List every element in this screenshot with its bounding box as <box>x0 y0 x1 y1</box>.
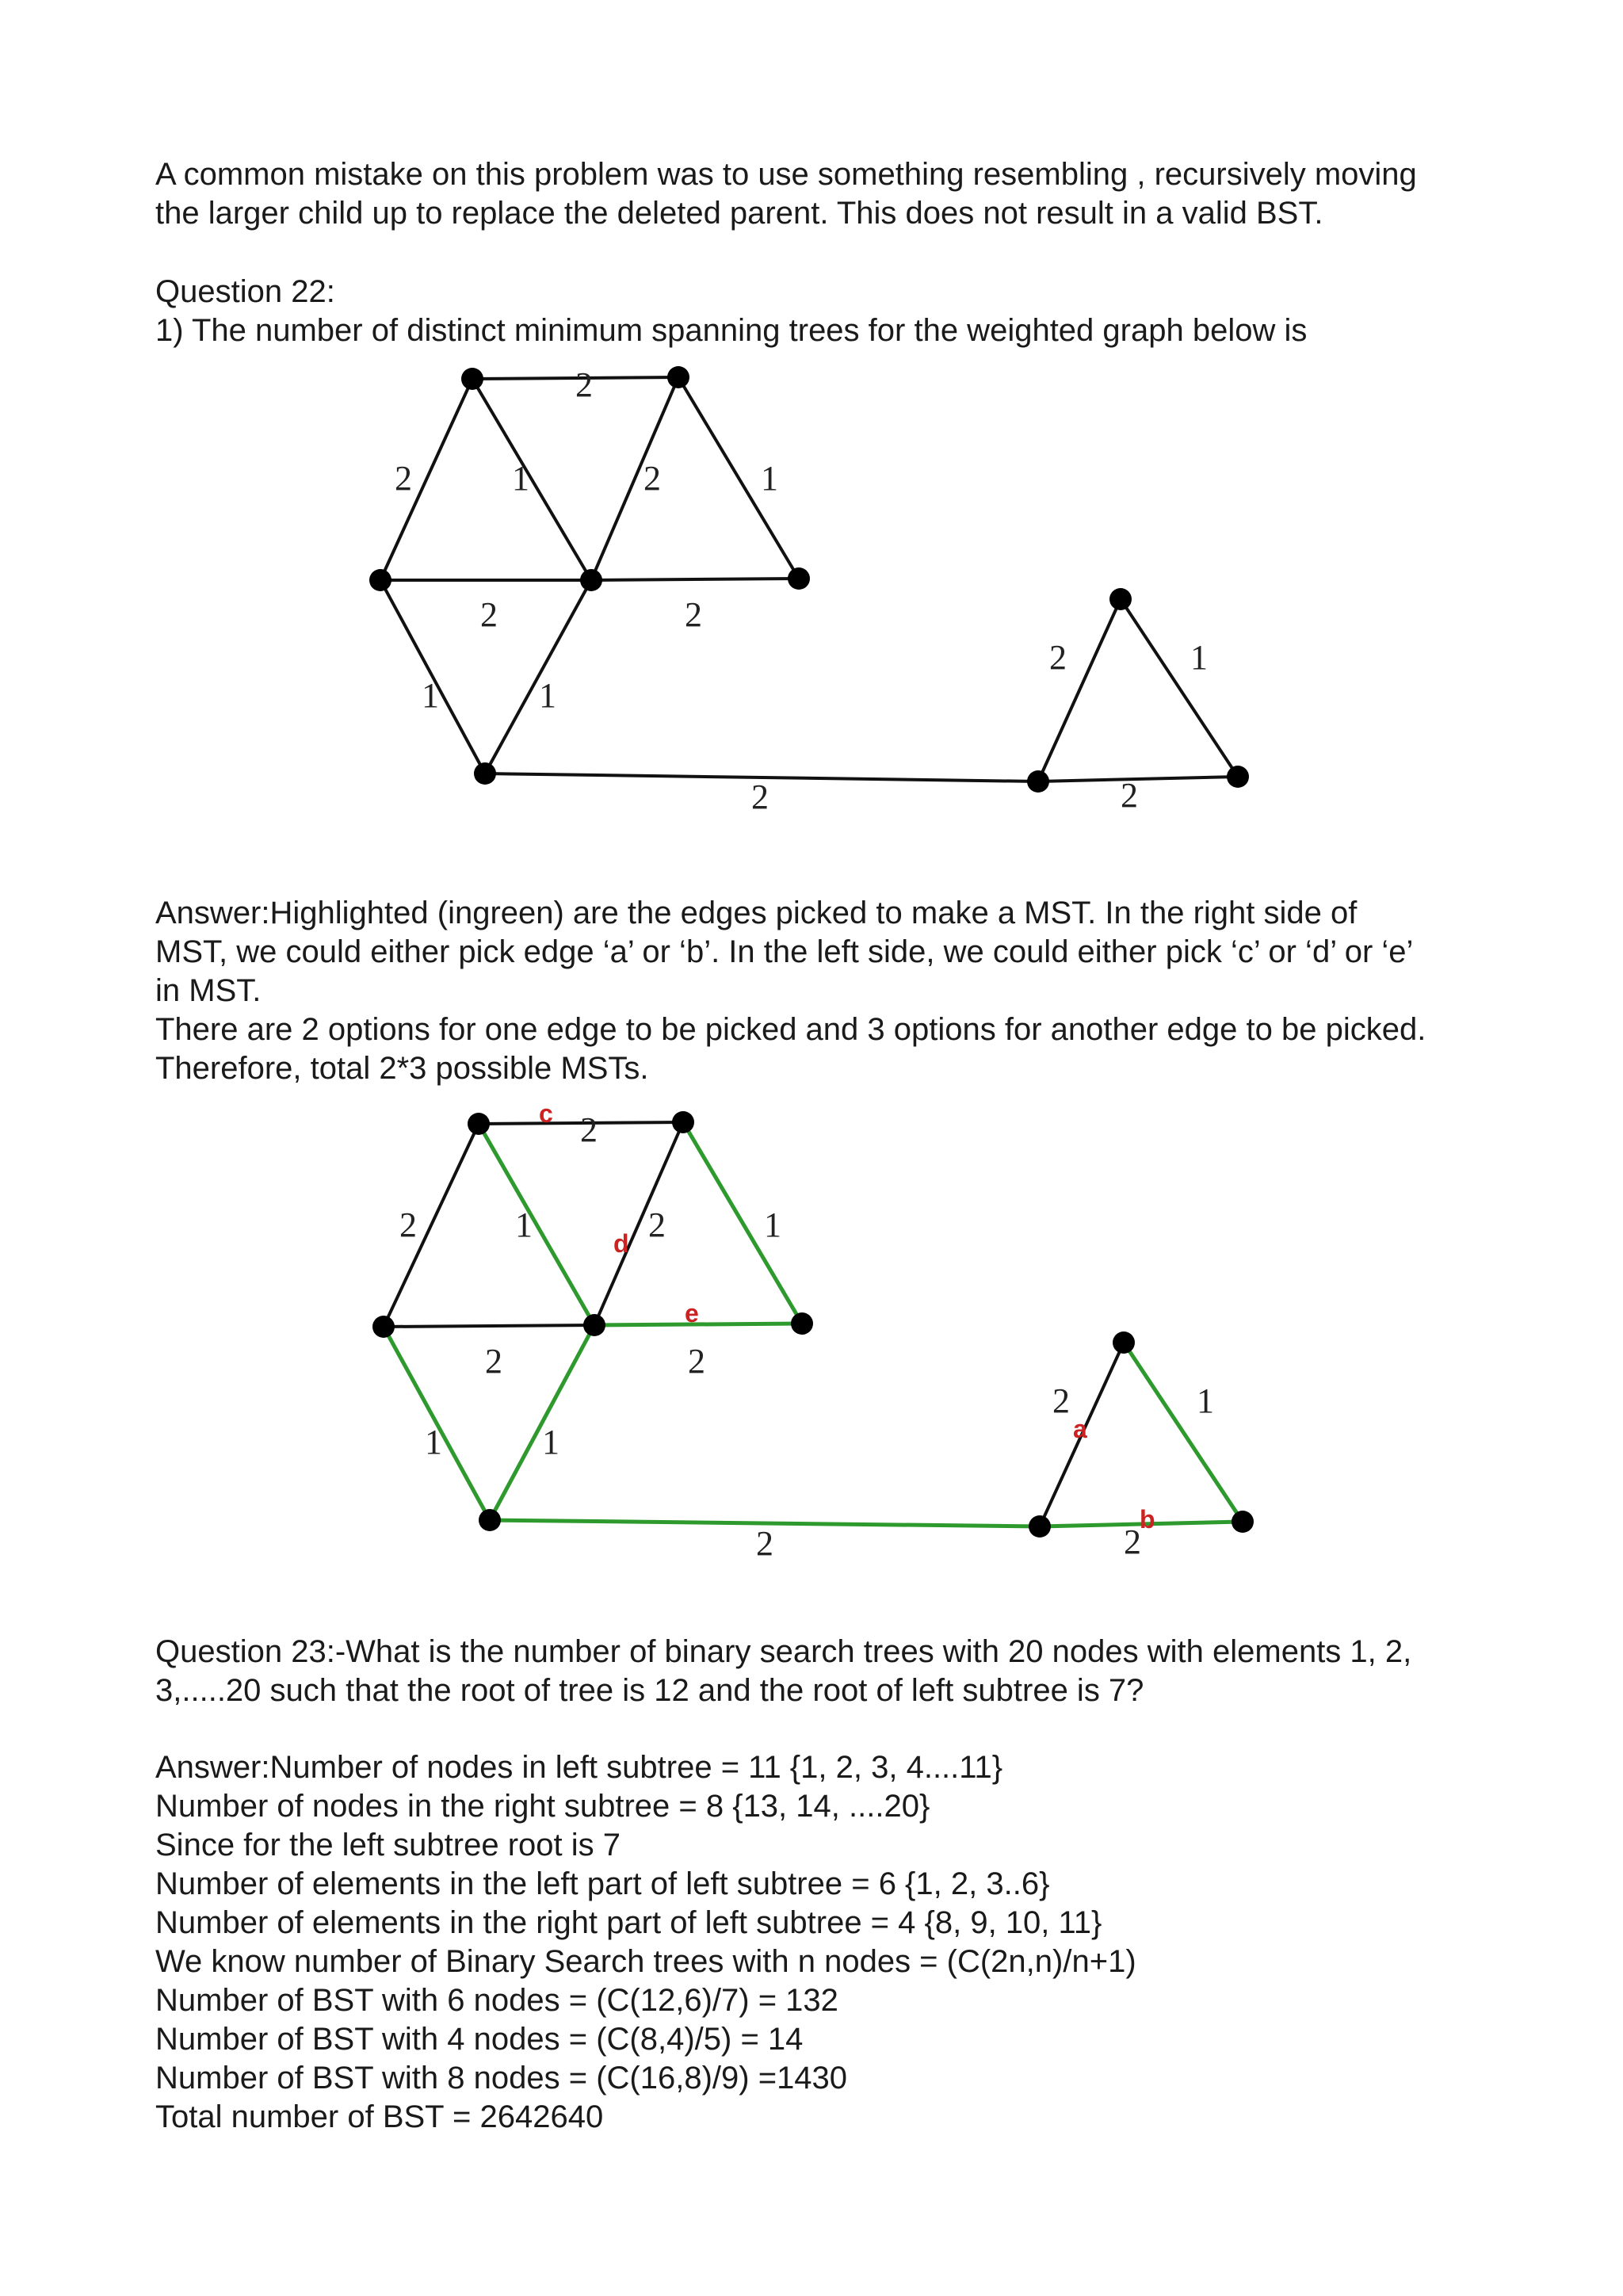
intro-paragraph <box>155 155 1503 233</box>
edge-weight: 1 <box>1197 1381 1214 1420</box>
edge-weight: 2 <box>399 1205 417 1244</box>
answer-line: Total number of BST = 2642640 <box>155 2099 604 2134</box>
graph-node <box>1109 588 1132 610</box>
graph-edge <box>594 1122 683 1325</box>
graph-edge <box>384 1325 594 1327</box>
mst-graph-figure <box>357 1094 1276 1561</box>
graph-node <box>672 1111 694 1133</box>
mst-edge <box>683 1122 802 1324</box>
edge-label-c: c <box>539 1099 553 1128</box>
graph-node <box>791 1312 813 1335</box>
graph-node <box>667 366 689 388</box>
q22-answer <box>155 894 1503 1088</box>
graph-edge <box>384 1124 479 1327</box>
answer-line: Number of elements in the right part of left subtree = 4 {8, 9, 10, 11} <box>155 1905 1102 1940</box>
edge-weight: 2 <box>751 777 769 816</box>
edge-weight: 1 <box>764 1205 781 1244</box>
edge-label-a: a <box>1073 1415 1087 1443</box>
edge-label-b: b <box>1140 1505 1155 1534</box>
intro-line: A common mistake on this problem was to use something resembling , recursively moving <box>155 157 1417 192</box>
edge-weight: 1 <box>542 1423 559 1461</box>
edge-weight: 2 <box>395 459 412 498</box>
edge-weight: 1 <box>512 459 529 498</box>
answer-line: Since for the left subtree root is 7 <box>155 1828 621 1862</box>
edge-weight: 1 <box>515 1205 533 1244</box>
graph-node <box>580 569 602 591</box>
graph-node <box>461 368 483 390</box>
answer-line: Number of BST with 4 nodes = (C(8,4)/5) = 14 <box>155 2022 804 2057</box>
edge-weight: 2 <box>756 1524 773 1561</box>
answer-line: in MST. <box>155 973 262 1008</box>
edge-weight: 2 <box>1052 1381 1070 1420</box>
edge-weight: 2 <box>1124 1522 1141 1561</box>
question-line: Question 23:-What is the number of binary search trees with 20 nodes with elements 1, 2, <box>155 1634 1412 1669</box>
edge-weight: 1 <box>761 459 778 498</box>
graph-node <box>1227 766 1249 788</box>
graph-edge <box>678 377 799 579</box>
graph-node <box>468 1113 490 1135</box>
edge-weight: 2 <box>648 1205 666 1244</box>
edge-weight: 1 <box>1190 638 1208 677</box>
graph-edge <box>485 580 591 774</box>
edge-weight: 2 <box>575 365 593 404</box>
question-line: 3,.....20 such that the root of tree is 12 and the root of left subtree is 7? <box>155 1673 1144 1708</box>
graph-edge <box>1038 777 1238 781</box>
question-22 <box>155 273 1503 350</box>
edge-weight: 2 <box>485 1342 502 1381</box>
graph-node <box>1113 1331 1135 1354</box>
mst-edge <box>479 1124 594 1325</box>
question-prompt: 1) The number of distinct minimum spanning trees for the weighted graph below is <box>155 313 1308 348</box>
graph-edge <box>591 579 799 580</box>
weighted-graph-figure <box>355 349 1274 816</box>
answer-line: Number of nodes in the right subtree = 8 {13, 14, ....20} <box>155 1789 930 1824</box>
answer-line: MST, we could either pick edge ‘a’ or ‘b’. In the left side, we could either pick ‘c’ or ‘d’ or ‘e’ <box>155 934 1414 969</box>
edge-weight: 2 <box>480 595 498 634</box>
edge-weight: 1 <box>422 676 439 715</box>
graph-edge <box>1121 599 1238 777</box>
graph-node <box>474 762 496 785</box>
graph-node <box>583 1314 605 1336</box>
graph-node <box>1029 1515 1051 1538</box>
q23-answer <box>155 1748 1503 2137</box>
graph-node <box>1232 1511 1254 1533</box>
answer-line: Answer:Highlighted (ingreen) are the edges picked to make a MST. In the right side of <box>155 896 1358 930</box>
mst-edge <box>1124 1343 1243 1522</box>
edge-weight: 2 <box>1121 776 1138 815</box>
graph-node <box>372 1316 395 1338</box>
edge-label-d: d <box>613 1229 629 1258</box>
graph-node <box>369 569 391 591</box>
answer-line: There are 2 options for one edge to be picked and 3 options for another edge to be picked. <box>155 1012 1426 1047</box>
answer-line: Number of elements in the left part of left subtree = 6 {1, 2, 3..6} <box>155 1866 1050 1901</box>
edge-weight: 2 <box>685 595 702 634</box>
graph-edge <box>1038 599 1121 781</box>
edge-weight: 1 <box>425 1423 442 1461</box>
answer-line: Number of BST with 8 nodes = (C(16,8)/9) =1430 <box>155 2061 848 2095</box>
answer-line: Number of BST with 6 nodes = (C(12,6)/7) = 132 <box>155 1983 838 2018</box>
edge-weight: 2 <box>688 1342 705 1381</box>
edge-weight: 2 <box>1049 638 1067 677</box>
graph-edge <box>472 379 591 580</box>
edge-label-e: e <box>685 1299 699 1328</box>
edge-weight: 1 <box>539 676 556 715</box>
intro-line: the larger child up to replace the deleted parent. This does not result in a valid BST. <box>155 196 1323 231</box>
graph-node <box>1027 770 1049 793</box>
edge-weight: 2 <box>643 459 661 498</box>
answer-line: Therefore, total 2*3 possible MSTs. <box>155 1051 649 1086</box>
graph-node <box>788 567 810 590</box>
graph-node <box>479 1509 501 1531</box>
question-heading: Question 22: <box>155 274 335 309</box>
graph-edge <box>591 377 678 580</box>
answer-line: We know number of Binary Search trees with n nodes = (C(2n,n)/n+1) <box>155 1944 1136 1979</box>
edge-weight: 2 <box>580 1110 598 1149</box>
question-23 <box>155 1633 1503 1710</box>
answer-line: Answer:Number of nodes in left subtree = 11 {1, 2, 3, 4....11} <box>155 1750 1003 1785</box>
